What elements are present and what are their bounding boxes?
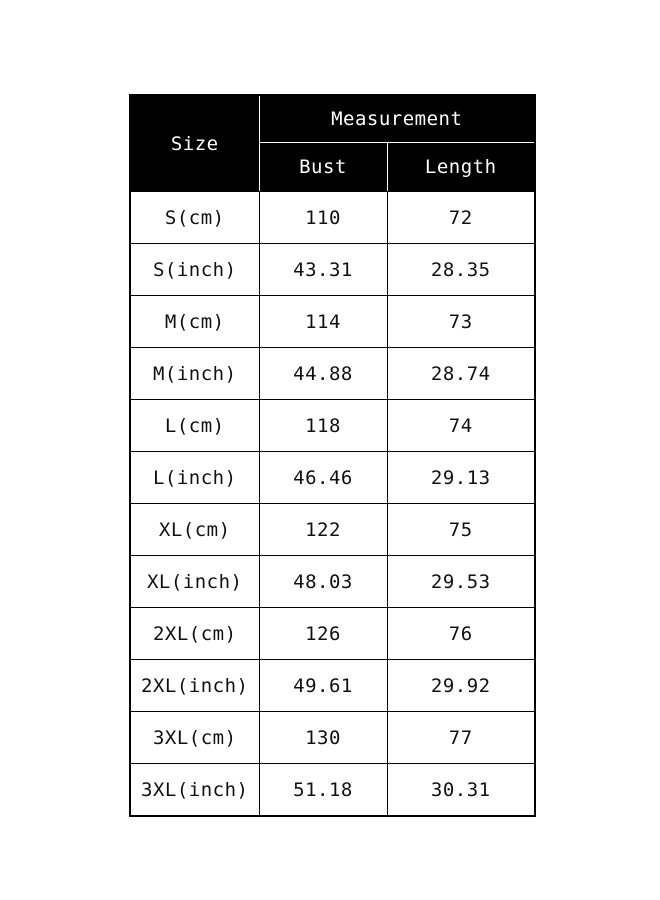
length-cell: 76 <box>387 608 535 660</box>
table-row <box>130 244 535 296</box>
size-cell: 2XL(inch) <box>130 660 259 712</box>
bust-cell: 130 <box>259 712 387 764</box>
length-cell: 29.92 <box>387 660 535 712</box>
length-column-header: Length <box>387 143 535 192</box>
size-cell: XL(cm) <box>130 504 259 556</box>
length-cell: 29.53 <box>387 556 535 608</box>
size-cell: 3XL(cm) <box>130 712 259 764</box>
header-row-top <box>130 95 535 143</box>
bust-cell: 126 <box>259 608 387 660</box>
bust-cell: 44.88 <box>259 348 387 400</box>
table-row <box>130 348 535 400</box>
bust-cell: 110 <box>259 192 387 244</box>
length-cell: 73 <box>387 296 535 348</box>
length-cell: 28.35 <box>387 244 535 296</box>
bust-cell: 48.03 <box>259 556 387 608</box>
table-header <box>130 95 535 192</box>
bust-cell: 49.61 <box>259 660 387 712</box>
table-row <box>130 712 535 764</box>
bust-cell: 114 <box>259 296 387 348</box>
length-cell: 77 <box>387 712 535 764</box>
size-cell: 3XL(inch) <box>130 764 259 817</box>
size-column-header: Size <box>130 95 259 192</box>
table-row <box>130 556 535 608</box>
size-cell: L(inch) <box>130 452 259 504</box>
bust-cell: 118 <box>259 400 387 452</box>
table-row <box>130 504 535 556</box>
size-cell: S(cm) <box>130 192 259 244</box>
measurement-header: Measurement <box>259 95 535 143</box>
bust-cell: 46.46 <box>259 452 387 504</box>
size-chart-table <box>129 94 536 817</box>
bust-cell: 51.18 <box>259 764 387 817</box>
length-cell: 29.13 <box>387 452 535 504</box>
size-cell: L(cm) <box>130 400 259 452</box>
table-row <box>130 296 535 348</box>
bust-cell: 122 <box>259 504 387 556</box>
table-row <box>130 452 535 504</box>
length-cell: 75 <box>387 504 535 556</box>
bust-cell: 43.31 <box>259 244 387 296</box>
table-row <box>130 400 535 452</box>
table-row <box>130 192 535 244</box>
table-row <box>130 608 535 660</box>
length-cell: 28.74 <box>387 348 535 400</box>
bust-column-header: Bust <box>259 143 387 192</box>
length-cell: 72 <box>387 192 535 244</box>
size-cell: XL(inch) <box>130 556 259 608</box>
size-cell: M(cm) <box>130 296 259 348</box>
table-body <box>130 192 535 817</box>
size-cell: M(inch) <box>130 348 259 400</box>
length-cell: 74 <box>387 400 535 452</box>
size-cell: S(inch) <box>130 244 259 296</box>
length-cell: 30.31 <box>387 764 535 817</box>
table-row <box>130 764 535 817</box>
size-cell: 2XL(cm) <box>130 608 259 660</box>
table-row <box>130 660 535 712</box>
